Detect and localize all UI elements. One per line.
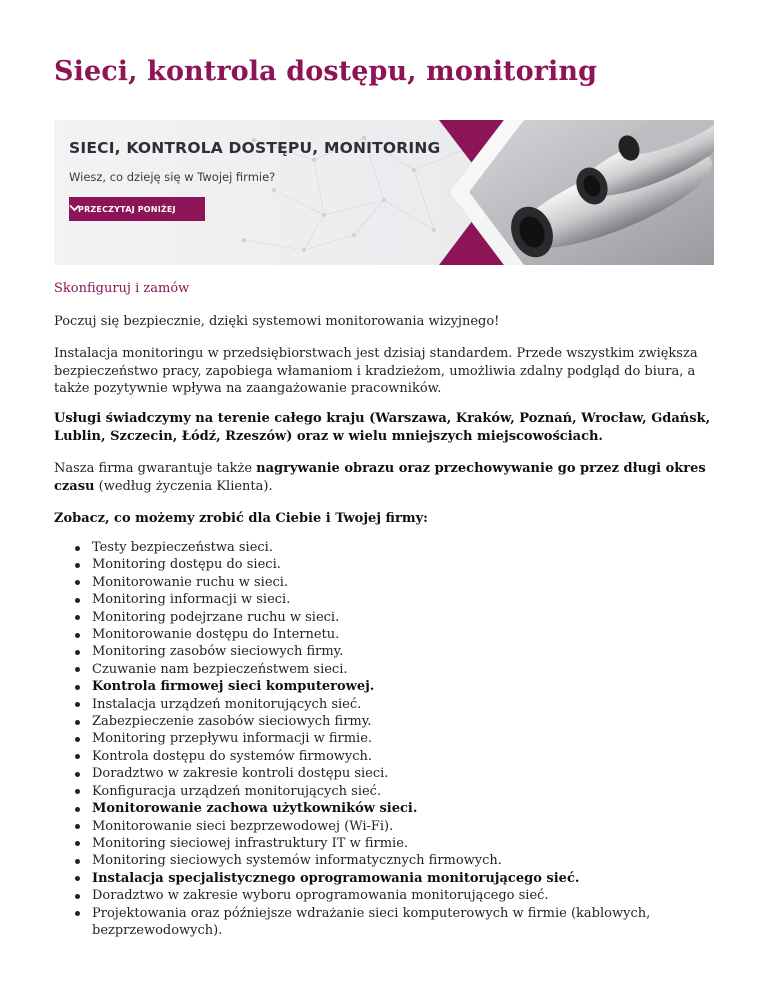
chevron-down-icon [69,204,80,212]
page-title: Sieci, kontrola dostępu, monitoring [54,56,598,87]
service-list-item: Monitorowanie ruchu w sieci. [54,574,714,591]
read-below-button[interactable] [69,197,205,221]
hero-banner [54,120,714,265]
installation-paragraph: Instalacja monitoringu w przedsiębiorstwach jest dzisiaj standardem. Przede wszystkim zwiększa bezpieczeństwo pracy, zapobiega włamaniom i kradzieżom, umożliwia zdalny podgląd do biura, a także pozytywnie wpływa na zaangażowanie pracowników. [54,346,698,396]
guarantee-suffix: (według życzenia Klienta). [94,478,273,494]
service-list-item: Monitoring informacji w sieci. [54,591,714,608]
service-list-item: Kontrola dostępu do systemów firmowych. [54,748,714,765]
guarantee-paragraph [54,460,714,495]
service-list-item: Kontrola firmowej sieci komputerowej. [54,678,714,695]
service-list-item: Instalacja specjalistycznego oprogramowania monitorującego sieć. [54,870,714,887]
configure-order-link[interactable]: Skonfiguruj i zamów [54,281,190,296]
service-list-item: Doradztwo w zakresie wyboru oprogramowania monitorującego sieć. [54,887,714,904]
service-list-item: Instalacja urządzeń monitorujących sieć. [54,696,714,713]
service-list-item: Zabezpieczenie zasobów sieciowych firmy. [54,713,714,730]
service-list-item: Testy bezpieczeństwa sieci. [54,539,714,556]
service-list-item: Konfiguracja urządzeń monitorujących sieć. [54,783,714,800]
service-list-item: Projektowania oraz późniejsze wdrażanie sieci komputerowych w firmie (kablowych, bezprzewodowych). [54,905,714,940]
service-list-item: Monitorowanie sieci bezprzewodowej (Wi-Fi). [54,818,714,835]
services-heading: Zobacz, co możemy zrobić dla Ciebie i Twojej firmy: [54,511,428,526]
guarantee-prefix: Nasza firma gwarantuje także [54,461,257,476]
service-list-item: Monitoring zasobów sieciowych firmy. [54,643,714,660]
banner-title: SIECI, KONTROLA DOSTĘPU, MONITORING [69,139,441,157]
service-list-item: Monitoring podejrzane ruchu w sieci. [54,609,714,626]
read-below-button-label: PRZECZYTAJ PONIŻEJ [78,204,176,214]
service-list-item: Monitoring dostępu do sieci. [54,556,714,573]
service-list-item: Monitorowanie dostępu do Internetu. [54,626,714,643]
service-list-item: Czuwanie nam bezpieczeństwem sieci. [54,661,714,678]
services-list [54,539,714,939]
service-list-item: Monitoring sieciowej infrastruktury IT w firmie. [54,835,714,852]
guarantee-emphasis: nagrywanie obrazu oraz przechowywanie go przez długi okres czasu [54,461,706,494]
intro-paragraph: Poczuj się bezpiecznie, dzięki systemowi monitorowania wizyjnego! [54,314,500,329]
service-list-item: Doradztwo w zakresie kontroli dostępu sieci. [54,765,714,782]
service-list-item: Monitoring przepływu informacji w firmie. [54,730,714,747]
banner-subtitle: Wiesz, co dzieję się w Twojej firmie? [69,170,276,184]
service-list-item: Monitoring sieciowych systemów informatycznych firmowych. [54,852,714,869]
service-list-item: Monitorowanie zachowa użytkowników sieci. [54,800,714,817]
coverage-paragraph: Usługi świadczymy na terenie całego kraju (Warszawa, Kraków, Poznań, Wrocław, Gdańsk, Lublin, Szczecin, Łódź, Rzeszów) oraz w wielu mniejszych miejscowościach. [54,411,711,444]
